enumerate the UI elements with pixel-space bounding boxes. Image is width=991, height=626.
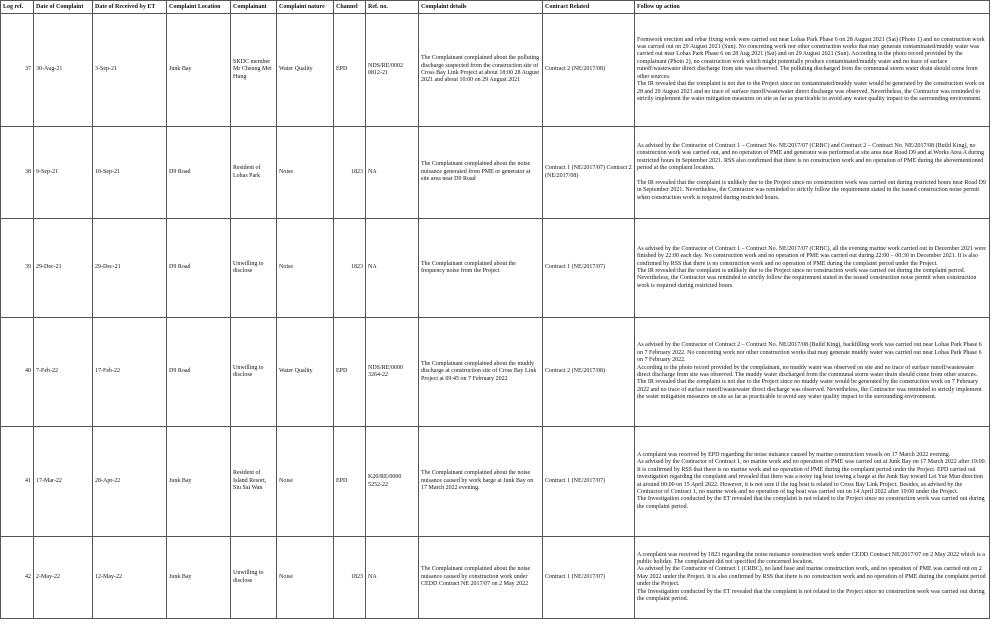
cell-channel: 1823 — [334, 127, 366, 219]
cell-follow-up-action — [635, 219, 990, 318]
cell-ref-no: NA — [366, 127, 419, 219]
cell-location: D9 Road — [167, 318, 231, 427]
table-row — [1, 127, 990, 219]
cell-complainant: Resident of Island Resort, Siu Sai Wan — [231, 427, 277, 537]
cell-contract: Contract 1 (NE/2017/07) — [543, 427, 635, 537]
follow-up-paragraph: The Investigation conducted by the ET revealed that the complaint is not related to the Project since no construction work was carried out during the complaint period. — [637, 496, 985, 510]
header-ref-no: Ref. no. — [366, 1, 419, 14]
cell-complainant: Unwilling to disclose — [231, 318, 277, 427]
cell-nature: Noise — [277, 427, 334, 537]
cell-ref-no: K20/RE/0000 5252-22 — [366, 427, 419, 537]
cell-date-of-complaint: 30-Aug-21 — [34, 14, 93, 127]
follow-up-paragraph: A complaint was received by EPD regarding the noise nuisance caused by marine construction vessels on 17 March 2022 evening. — [637, 451, 951, 458]
cell-nature: Noise — [277, 537, 334, 619]
cell-complaint-details: The Complainant complained about the noise nuisance caused by work barge at Junk Bay on 17 March 2022 evening. — [419, 427, 543, 537]
cell-contract: Contract 2 (NE/2017/08) — [543, 14, 635, 127]
follow-up-paragraph: Formwork erection and rebar fixing work were carried out near Lohas Park Phase 6 on 28 August 2021 (Sat) (Photo 1) and no construction work was carried out on 29 August 2021 (Sun). No concreting work nor other construction works that may generate contaminated/muddy water was carried out near Lohas Park Phase 6 on 28 Aug 2021 (Sat) and on 29 August 2021 (Sun). According to the photo record provided by the complainant (Photo 2), no construction work which might potentially produce contaminated/muddy water and no trace of surface runoff/wastewater direct discharge from site was observed. The polluting discharged from the communal storm water drain should come from other sources. — [637, 36, 985, 80]
cell-follow-up-action — [635, 318, 990, 427]
follow-up-paragraph: The IR revealed that the complaint is unlikely due to the Project since no construction work was carried out during the complaint period. Nevertheless, the Contractor was reminded to strictly follow the requirement stated in the issued construction noise permit when construction work is required during restricted hours. — [637, 268, 977, 289]
cell-channel: 1823 — [334, 537, 366, 619]
follow-up-paragraph: As advised by the Contractor of Contract 1 – Contract No. NE/2017/07 (CRBC), all the evening marine work carried out in December 2021 were finished by 22:00 each day. No construction work and no operation of PME was carried out during 22:00 – 00:30 in December 2021. It is also confirmed by RSS that there is no construction work and no operation of PME during the complaint period under the Project. — [637, 245, 987, 267]
cell-date-received: 3-Sep-21 — [93, 14, 167, 127]
cell-complainant: SKDC member Mr Cheung Mei Hung — [231, 14, 277, 127]
cell-channel: EPD — [334, 318, 366, 427]
cell-log-ref: 40 — [1, 318, 34, 427]
cell-date-of-complaint: 2-May-22 — [34, 537, 93, 619]
cell-log-ref: 42 — [1, 537, 34, 619]
header-complaint-details: Complaint details — [419, 1, 543, 14]
cell-date-of-complaint: 7-Feb-22 — [34, 318, 93, 427]
cell-complainant: Unwilling to disclose — [231, 219, 277, 318]
cell-log-ref: 41 — [1, 427, 34, 537]
cell-date-of-complaint: 17-Mar-22 — [34, 427, 93, 537]
cell-complaint-details: The Complainant complained about the polluting discharge suspected from the construction site of Cross Bay Link Project at about 18:00 28 August 2021 and about 10:00 on 29 August 2021 — [419, 14, 543, 127]
paragraph-spacer — [637, 173, 987, 180]
cell-contract: Contract 1 (NE/2017/07) — [543, 537, 635, 619]
cell-location: Junk Bay — [167, 14, 231, 127]
cell-ref-no: NA — [366, 537, 419, 619]
table-row — [1, 427, 990, 537]
cell-ref-no: NDS/RE/0002 0812-21 — [366, 14, 419, 127]
cell-follow-up-action — [635, 427, 990, 537]
cell-log-ref: 38 — [1, 127, 34, 219]
follow-up-paragraph: As advised by the Contractor of Contract 1 (CRBC), no land base and marine construction work, and no operation of PME was carried out on 2 May 2022 under the Project. It is also confirmed by RSS that there is no construction work and no operation of PME during the complaint period under the Project. — [637, 566, 986, 588]
follow-up-paragraph: The IR revealed that the complaint is not due to the Project since no muddy water would be generated by the construction work on 7 February 2022 and no trace of surface runoff/wastewater direct discharge was observed. Nevertheless, the Contractor was reminded to strictly implement the water mitigation measures on site as far as practicable to avoid any water quality impact to the surrounding environment. — [637, 379, 982, 401]
cell-follow-up-action — [635, 537, 990, 619]
follow-up-paragraph: According to the photo record provided by the complainant, no muddy water was observed on site and no trace of surface runoff/wastewater direct discharge from site was observed. The muddy water discharged from the communal storm water drain should come from other sources. — [637, 364, 978, 378]
cell-date-received: 28-Apr-22 — [93, 427, 167, 537]
cell-follow-up-action — [635, 14, 990, 127]
header-log-ref: Log ref. — [1, 1, 34, 14]
cell-nature: Noise — [277, 127, 334, 219]
table-row — [1, 318, 990, 427]
table-row — [1, 14, 990, 127]
cell-ref-no: NA — [366, 219, 419, 318]
cell-contract: Contract 1 (NE/2017/07) — [543, 219, 635, 318]
cell-date-received: 17-Feb-22 — [93, 318, 167, 427]
follow-up-paragraph: As advised by the Contractor of Contract 1, no marine work and no operation of PME was carried out at Junk Bay on 17 March 2022 after 19:00. It is confirmed by RSS that there is no marine work and no operation of PME during the complaint period under the Project. EPD carried out investigation regarding the complaint and revealed that there was a noisy tug boat towing a barge at the Junk Bay toward Lei Yue Mun direction at around 00:00 on 15 April 2022. However, it is not sure if the tug boat is related to Cross Bay Link Project. Besides, as advised by the Contractor of Contract 1, no marine work and no operation of tug boat was carried out on 14 April 2022 after 19:00 under the Project. — [637, 459, 987, 495]
cell-nature: Water Quality — [277, 318, 334, 427]
header-date-received: Date of Received by ET — [93, 1, 167, 14]
header-complaint-location: Complaint Location — [167, 1, 231, 14]
cell-nature: Noise — [277, 219, 334, 318]
cell-channel: EPD — [334, 427, 366, 537]
cell-follow-up-action — [635, 127, 990, 219]
cell-log-ref: 39 — [1, 219, 34, 318]
cell-contract: Contract 1 (NE/2017/07) Contract 2 (NE/2017/08) — [543, 127, 635, 219]
cell-location: D9 Road — [167, 219, 231, 318]
follow-up-paragraph: As advised by the Contractor of Contract 2 – Contract No. NE/2017/08 (Build King), backfilling work was carried out near Lohas Park Phase 6 on 7 February 2022. No concreting work nor other construction works that may generate muddy water was carried out near Lohas Park Phase 6 on 7 February 2022. — [637, 342, 982, 364]
cell-contract: Contract 2 (NE/2017/08) — [543, 318, 635, 427]
header-complainant: Complainant — [231, 1, 277, 14]
cell-complaint-details: The Complainant complained about the noise nuisance generated from PME or generator at site area near D9 Road — [419, 127, 543, 219]
cell-date-received: 29-Dec-21 — [93, 219, 167, 318]
cell-date-of-complaint: 9-Sep-21 — [34, 127, 93, 219]
header-complaint-nature: Complaint nature — [277, 1, 334, 14]
cell-date-of-complaint: 29-Dec-21 — [34, 219, 93, 318]
follow-up-paragraph: A complaint was received by 1823 regarding the noise nuisance construction work under CEDD Contract NE/2017/07 on 2 May 2022 which is a public holiday. The complainant did not specified the concerned location. — [637, 551, 985, 565]
follow-up-paragraph: The Investigation conducted by the ET revealed that the complaint is not related to the Project since no construction work was carried out during the complaint period. — [637, 588, 985, 603]
cell-location: Junk Bay — [167, 537, 231, 619]
cell-channel: 1823 — [334, 219, 366, 318]
table-row — [1, 537, 990, 619]
cell-complaint-details: The Complainant complained about the noise nuisance caused by construction work under CEDD Contract NE 2017/07 on 2 May 2022 — [419, 537, 543, 619]
header-follow-up-action: Follow up action — [635, 1, 990, 14]
cell-log-ref: 37 — [1, 14, 34, 127]
cell-complaint-details: The Complainant complained about the muddy discharge at construction site of Cross Bay Link Project at 09:45 on 7 February 2022 — [419, 318, 543, 427]
cell-channel: EPD — [334, 14, 366, 127]
follow-up-paragraph: As advised by the Contractor of Contract 1 – Contract No. NE/2017/07 (CRBC) and Contract 2 – Contract No. NE/2017/08 (Build King), no construction work was carried out, and no operation of PME and generator was performed at site area near Road D9 and at Works Area A during restricted hours in September 2021. RSS also confirmed that there is no construction work and no operation of PME during the abovementioned period at the complaint location. — [637, 143, 984, 172]
follow-up-paragraph: The IR revealed that the complaint is not due to the Project since no contaminated/muddy water would be generated by the construction work on 28 and 29 August 2021 and no trace of surface runoff/wastewater direct discharge was observed. Nevertheless, the Contractor was reminded to strictly implement the water mitigation measures on site as far as practicable to avoid any water quality impact to the surrounding environment. — [637, 81, 985, 102]
cell-date-received: 10-Sep-21 — [93, 127, 167, 219]
cell-complainant: Resident of Lohas Park — [231, 127, 277, 219]
table-header — [1, 1, 990, 14]
header-date-of-complaint: Date of Complaint — [34, 1, 93, 14]
table-row — [1, 219, 990, 318]
cell-location: D9 Road — [167, 127, 231, 219]
cell-complainant: Unwilling to disclose — [231, 537, 277, 619]
cell-nature: Water Quality — [277, 14, 334, 127]
header-channel: Channel — [334, 1, 366, 14]
follow-up-paragraph: The IR revealed that the complaint is unlikely due to the Project since no construction work was carried out during restricted hours near Road D9 in September 2021. Nevertheless, the Contractor was reminded to strictly follow the requirement stated in the issued construction noise permit when construction work is required during restricted hours. — [637, 179, 986, 201]
cell-ref-no: NDS/RE/0000 3264-22 — [366, 318, 419, 427]
cell-complaint-details: The Complainant complained about the frequency noise from the Project — [419, 219, 543, 318]
cell-date-received: 12-May-22 — [93, 537, 167, 619]
header-contract-related: Contract Related — [543, 1, 635, 14]
cell-location: Junk Bay — [167, 427, 231, 537]
